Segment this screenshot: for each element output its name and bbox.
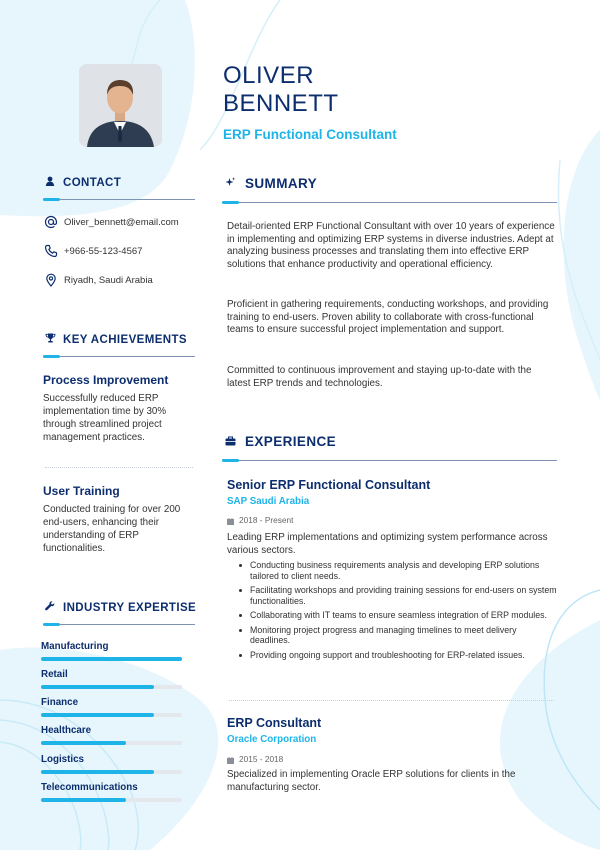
job-bullet: Facilitating workshops and providing training sessions for end-users on system functionalities. [238, 585, 558, 606]
job-bullet: Collaborating with IT teams to ensure seamless integration of ERP modules. [238, 610, 558, 621]
skill-item [41, 641, 183, 661]
person-portrait-icon [79, 64, 162, 147]
contact-email-row [44, 215, 179, 229]
skill-bar [41, 741, 182, 745]
first-name: OLIVER [223, 62, 315, 89]
skill-bar-fill [41, 741, 126, 745]
summary-paragraph: Detail-oriented ERP Functional Consultant with over 10 years of experience in implementing and optimizing ERP systems in diverse industries. Adept at analyzing business processes and translating them into effective ERP solutions that enhance productivity and operational efficiency. [227, 221, 555, 270]
profile-photo [79, 64, 162, 147]
job-dates [227, 754, 283, 764]
summary-paragraph: Committed to continuous improvement and staying up-to-date with the latest ERP trends and technologies. [227, 365, 532, 389]
contact-heading [45, 176, 121, 189]
job-description: Specialized in implementing Oracle ERP solutions for clients in the manufacturing sector. [227, 769, 516, 793]
achievements-divider [43, 356, 195, 357]
skill-label: Telecommunications [41, 782, 138, 793]
calendar-icon [227, 517, 234, 524]
skill-item [41, 697, 183, 717]
achievements-divider-accent [43, 355, 60, 358]
job-role: ERP Consultant [227, 716, 322, 730]
phone-icon [44, 244, 58, 258]
summary-heading [225, 176, 317, 191]
location-pin-icon [44, 273, 58, 287]
trophy-icon [45, 333, 57, 346]
contact-location: Riyadh, Saudi Arabia [64, 274, 153, 286]
skill-bar-fill [41, 685, 154, 689]
experience-divider-accent [222, 459, 239, 462]
experience-separator [229, 700, 554, 701]
summary-divider-accent [222, 201, 239, 204]
achievement-title: User Training [43, 484, 120, 498]
skill-bar [41, 685, 182, 689]
skill-item [41, 754, 183, 774]
skill-bar [41, 713, 182, 717]
achievements-heading-label: KEY ACHIEVEMENTS [63, 333, 187, 346]
job-role: Senior ERP Functional Consultant [227, 478, 431, 492]
expertise-divider [43, 624, 195, 625]
skill-bar [41, 770, 182, 774]
experience-heading [225, 434, 336, 449]
achievements-heading [45, 333, 187, 346]
job-bullet: Conducting business requirements analysis and developing ERP solutions tailored to client needs. [238, 560, 558, 581]
experience-heading-label: EXPERIENCE [245, 434, 337, 449]
skill-item [41, 725, 183, 745]
summary-paragraph: Proficient in gathering requirements, conducting workshops, and providing training to end-users. Proven ability to collaborate with cross-functional teams to ensure successful project implementation and support. [227, 299, 549, 335]
skill-bar-fill [41, 713, 154, 717]
job-description: Leading ERP implementations and optimizing system performance across various sectors. [227, 532, 548, 556]
last-name: BENNETT [223, 90, 339, 117]
skill-label: Retail [41, 669, 68, 680]
contact-location-row [44, 273, 153, 287]
skill-bar-fill [41, 657, 182, 661]
contact-divider-accent [43, 198, 60, 201]
job-dates-text: 2015 - 2018 [239, 754, 284, 764]
contact-divider [43, 199, 195, 200]
job-company: Oracle Corporation [227, 734, 317, 745]
contact-heading-label: CONTACT [63, 176, 122, 189]
job-bullets [238, 560, 558, 664]
person-icon [45, 176, 57, 189]
expertise-heading-label: INDUSTRY EXPERTISE [63, 601, 197, 614]
calendar-icon [227, 756, 234, 763]
briefcase-icon [225, 434, 239, 449]
contact-phone[interactable]: +966-55-123-4567 [64, 245, 143, 257]
achievement-title: Process Improvement [43, 373, 169, 387]
job-dates-text: 2018 - Present [239, 515, 294, 525]
skill-bar-fill [41, 770, 154, 774]
summary-divider [222, 202, 557, 203]
contact-email[interactable]: Oliver_bennett@email.com [64, 216, 179, 228]
skill-label: Finance [41, 697, 79, 708]
job-company: SAP Saudi Arabia [227, 496, 310, 507]
email-icon [44, 215, 58, 229]
candidate-name [223, 62, 339, 118]
skill-label: Logistics [41, 754, 85, 765]
job-dates [227, 515, 293, 525]
sparkle-icon [225, 176, 239, 191]
contact-phone-row [44, 244, 142, 258]
wrench-icon [45, 601, 57, 614]
experience-divider [222, 460, 557, 461]
achievement-separator [45, 467, 193, 468]
achievement-text: Successfully reduced ERP implementation time by 30% through streamlined project management practices. [43, 393, 167, 443]
skill-bar-fill [41, 798, 126, 802]
skill-label: Healthcare [41, 725, 92, 736]
skill-label: Manufacturing [41, 641, 109, 652]
job-bullet: Providing ongoing support and troubleshooting for ERP-related issues. [238, 650, 558, 661]
summary-heading-label: SUMMARY [245, 176, 318, 191]
expertise-heading [45, 601, 196, 614]
skill-bar [41, 657, 182, 661]
skill-bar [41, 798, 182, 802]
skill-item [41, 782, 183, 802]
achievement-text: Conducted training for over 200 end-users, enhancing their understanding of ERP functionalities. [43, 504, 181, 554]
expertise-divider-accent [43, 623, 60, 626]
job-title: ERP Functional Consultant [223, 127, 397, 142]
job-bullet: Monitoring project progress and managing timelines to meet delivery deadlines. [238, 625, 558, 646]
skill-item [41, 669, 183, 689]
